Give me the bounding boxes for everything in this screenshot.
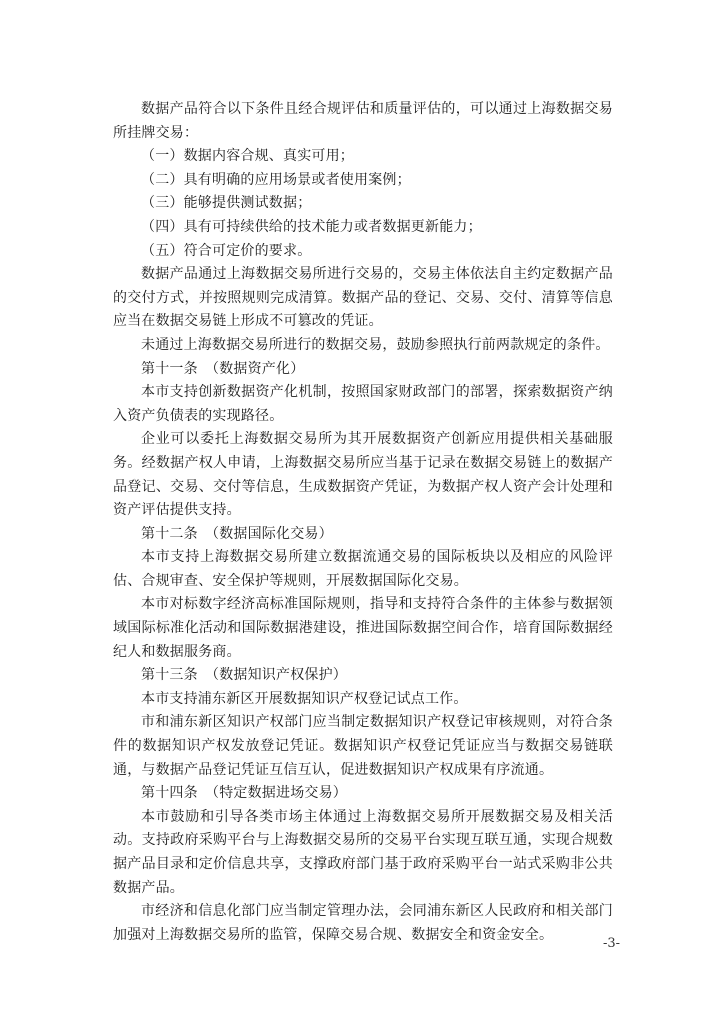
paragraph: 本市支持浦东新区开展数据知识产权登记试点工作。: [141, 690, 468, 707]
list-item: （四）具有可持续供给的技术能力或者数据更新能力；: [141, 218, 482, 235]
list-item: （五）符合可定价的要求。: [141, 242, 312, 259]
page-number: -3-: [602, 936, 620, 951]
article-heading: 第十二条 （数据国际化交易）: [141, 525, 333, 542]
paragraph: 市和浦东新区知识产权部门应当制定数据知识产权登记审核规则，对符合条件的数据知识产权发放登记凭证。数据知识产权登记凭证应当与数据交易链联通，与数据产品登记凭证互信互认，促进数据知识产权成果有序流通。: [113, 714, 613, 778]
paragraph: 市经济和信息化部门应当制定管理办法，会同浦东新区人民政府和相关部门加强对上海数据交易所的监管，保障交易合规、数据安全和资金安全。: [113, 903, 613, 943]
paragraph: 数据产品通过上海数据交易所进行交易的，交易主体依法自主约定数据产品的交付方式，并按照规则完成清算。数据产品的登记、交易、交付、清算等信息应当在数据交易链上形成不可篡改的凭证。: [113, 266, 613, 330]
paragraph: 本市对标数字经济高标准国际规则，指导和支持符合条件的主体参与数据领域国际标准化活动和国际数据港建设，推进国际数据空间合作，培育国际数据经纪人和数据服务商。: [113, 596, 613, 660]
list-item: （二）具有明确的应用场景或者使用案例；: [141, 171, 411, 188]
paragraph: 企业可以委托上海数据交易所为其开展数据资产创新应用提供相关基础服务。经数据产权人申请，上海数据交易所应当基于记录在数据交易链上的数据产品登记、交易、交付等信息，生成数据资产凭证，为数据产权人资产会计处理和资产评估提供支持。: [113, 431, 613, 519]
paragraph: 未通过上海数据交易所进行的数据交易，鼓励参照执行前两款规定的条件。: [141, 336, 610, 353]
list-item: （一）数据内容合规、真实可用；: [141, 148, 354, 165]
paragraph: 本市支持上海数据交易所建立数据流通交易的国际板块以及相应的风险评估、合规审查、安全保护等规则，开展数据国际化交易。: [113, 549, 613, 589]
paragraph: 本市支持创新数据资产化机制，按照国家财政部门的部署，探索数据资产纳入资产负债表的实现路径。: [113, 384, 613, 424]
article-heading: 第十三条 （数据知识产权保护）: [141, 667, 347, 684]
article-heading: 第十一条 （数据资产化）: [141, 360, 305, 377]
list-item: （三）能够提供测试数据；: [141, 195, 312, 212]
body-text: [113, 98, 613, 947]
article-heading: 第十四条 （特定数据进场交易）: [141, 785, 347, 802]
paragraph: 数据产品符合以下条件且经合规评估和质量评估的，可以通过上海数据交易所挂牌交易：: [113, 101, 613, 141]
paragraph: 本市鼓励和引导各类市场主体通过上海数据交易所开展数据交易及相关活动。支持政府采购平台与上海数据交易所的交易平台实现互联互通，实现合规数据产品目录和定价信息共享，支撑政府部门基于政府采购平台一站式采购非公共数据产品。: [113, 808, 613, 896]
